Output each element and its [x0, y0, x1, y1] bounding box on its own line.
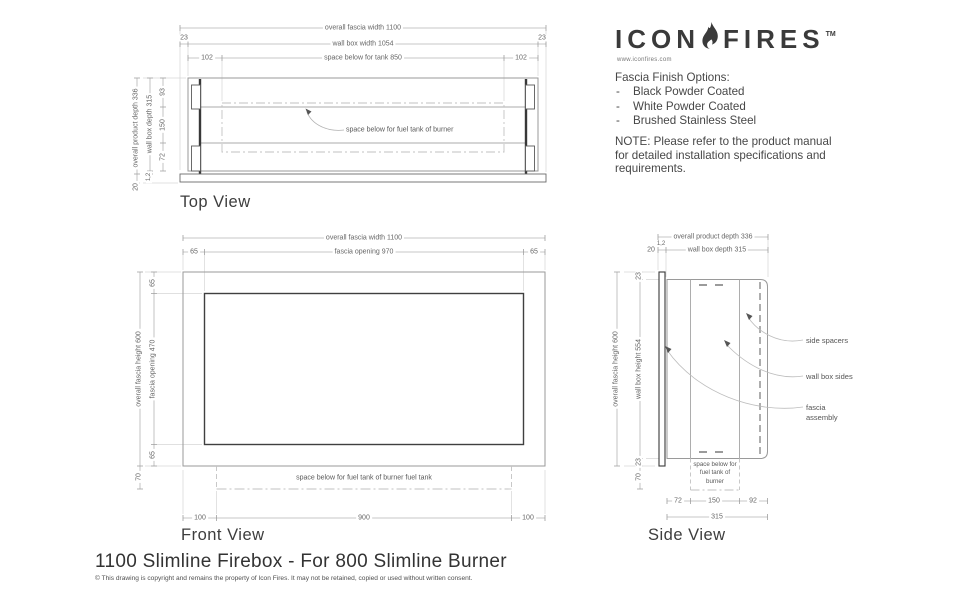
- top-view-annotation: space below for fuel tank of burner: [346, 126, 454, 134]
- dim-front-fascia-opening-width: fascia opening 970: [334, 248, 394, 256]
- dim-top-right-102: 102: [515, 54, 527, 62]
- side-view-annotation: space below for fuel tank of burner: [693, 461, 737, 485]
- dim-top-seg-72: 72: [159, 153, 167, 161]
- note-line: requirements.: [615, 162, 686, 176]
- logo-text-icon: ICON: [615, 24, 700, 54]
- dim-side-seg-20: 20: [647, 246, 655, 254]
- finish-options-title: Fascia Finish Options:: [615, 71, 730, 84]
- dim-top-seg-93: 93: [159, 88, 167, 96]
- dim-top-seg-20: 20: [132, 183, 140, 191]
- website-url: www.iconfires.com: [617, 57, 672, 63]
- finish-option-brushed: Brushed Stainless Steel: [633, 114, 757, 128]
- icon-fires-logo: [615, 22, 836, 52]
- dim-top-wall-box-depth: wall box depth 315: [146, 94, 154, 154]
- top-view-drawing: [134, 25, 546, 183]
- dim-top-tank-space: space below for tank 850: [324, 54, 402, 62]
- finish-option-row: [615, 85, 756, 98]
- dim-top-left-23: 23: [180, 34, 188, 42]
- dim-front-fascia-opening-height: fascia opening 470: [149, 339, 157, 399]
- dim-front-overall-fascia-width: overall fascia width 1100: [325, 234, 403, 242]
- installation-note: [615, 135, 832, 176]
- dim-side-wall-box-height: wall box height 554: [635, 339, 643, 399]
- dim-top-overall-product-depth: overall product depth 336: [132, 88, 140, 168]
- dim-side-seg-1-2: 1,2: [656, 241, 666, 247]
- dim-top-seg-150: 150: [159, 119, 167, 131]
- dim-top-overall-fascia-width: overall fascia width 1100: [324, 24, 402, 32]
- dim-front-left-65: 65: [190, 248, 198, 256]
- dim-side-overall-fascia-height: overall fascia height 600: [612, 331, 620, 407]
- front-view-title: Front View: [181, 526, 265, 544]
- label-side-spacers: side spacers: [806, 336, 849, 345]
- fascia-finish-options: [615, 71, 756, 128]
- dim-side-below-70: 70: [635, 473, 643, 481]
- dim-side-total-315: 315: [711, 513, 723, 521]
- dim-front-overall-fascia-height: overall fascia height 600: [135, 331, 143, 407]
- dim-top-right-23: 23: [538, 34, 546, 42]
- copyright-notice: © This drawing is copyright and remains the property of Icon Fires. It may not be retained, copied or used without written consent.: [95, 575, 473, 582]
- dim-side-seg-92: 92: [749, 497, 757, 505]
- dim-side-bottom-23: 23: [635, 458, 643, 466]
- drawing-title: 1100 Slimline Firebox - For 800 Slimline Burner: [95, 551, 507, 572]
- finish-option-row: [615, 114, 756, 127]
- note-line: for detailed installation specifications and: [615, 148, 826, 162]
- trademark-symbol: TM: [825, 31, 836, 38]
- label-wall-box-sides: wall box sides: [806, 372, 853, 381]
- top-view-title: Top View: [180, 193, 251, 211]
- dim-front-bottom-65: 65: [149, 451, 157, 459]
- dim-top-left-102: 102: [201, 54, 213, 62]
- finish-option-white: White Powder Coated: [633, 99, 746, 113]
- dim-side-seg-72: 72: [674, 497, 682, 505]
- logo-text-fires: FIRES: [723, 24, 825, 54]
- dim-side-top-23: 23: [635, 272, 643, 280]
- dim-front-bottom-right-100: 100: [522, 514, 534, 522]
- dim-side-wall-box-depth: wall box depth 315: [687, 246, 747, 254]
- front-view-annotation: space below for fuel tank of burner fuel tank: [296, 474, 432, 482]
- dim-front-bottom-900: 900: [358, 514, 370, 522]
- dim-front-top-65: 65: [149, 279, 157, 287]
- label-fascia-assembly: fascia assembly: [806, 403, 838, 422]
- bullet-dash: -: [616, 85, 620, 99]
- dim-front-bottom-left-100: 100: [194, 514, 206, 522]
- dim-front-below-70: 70: [135, 473, 143, 481]
- dim-top-wall-box-width: wall box width 1054: [332, 40, 394, 48]
- dim-side-overall-product-depth: overall product depth 336: [673, 233, 753, 241]
- dim-side-seg-150: 150: [708, 497, 720, 505]
- side-view-title: Side View: [648, 526, 726, 544]
- bullet-dash: -: [616, 114, 620, 128]
- dim-top-seg-1-2: 1,2: [146, 172, 152, 182]
- finish-option-black: Black Powder Coated: [633, 85, 745, 99]
- flame-icon: [700, 22, 720, 52]
- finish-option-row: [615, 100, 756, 113]
- note-line: NOTE: Please refer to the product manual: [615, 135, 832, 148]
- dim-front-right-65: 65: [530, 248, 538, 256]
- bullet-dash: -: [616, 99, 620, 113]
